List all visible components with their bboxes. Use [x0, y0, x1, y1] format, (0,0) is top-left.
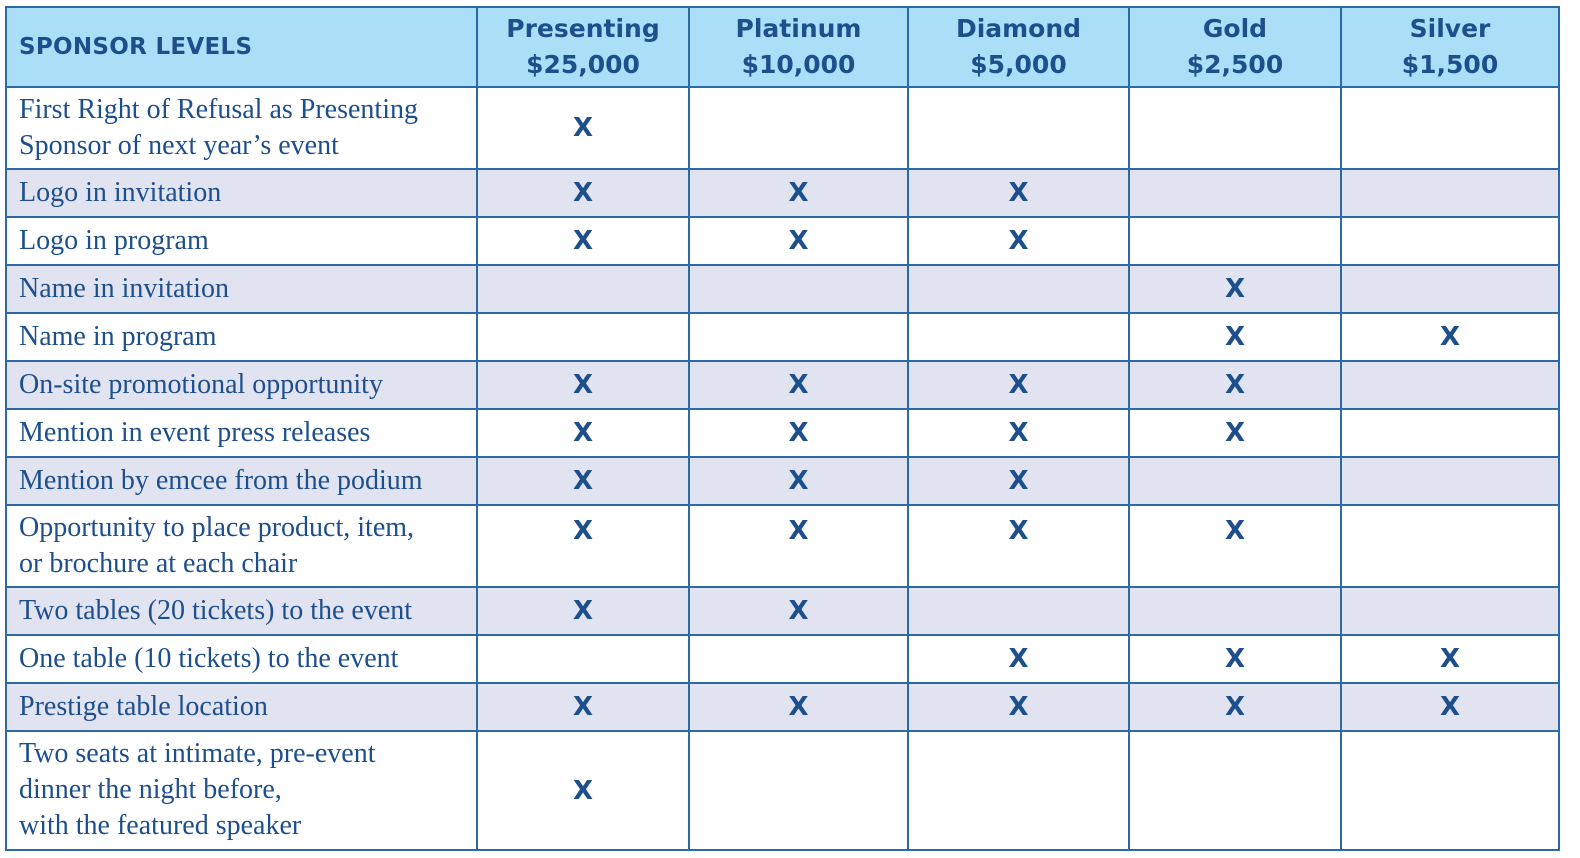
- benefit-cell-platinum: [689, 265, 908, 313]
- benefit-cell-platinum: [689, 87, 908, 169]
- benefit-cell-platinum: [689, 683, 908, 731]
- included-mark: X: [572, 113, 594, 143]
- included-mark: X: [572, 775, 594, 806]
- column-header-diamond: [908, 7, 1129, 87]
- benefit-cell-gold: [1129, 217, 1341, 265]
- column-price: $25,000: [526, 50, 640, 79]
- included-mark: X: [572, 596, 594, 626]
- benefit-cell-presenting: [477, 635, 689, 683]
- benefit-label: [6, 313, 477, 361]
- included-mark: X: [1008, 226, 1029, 256]
- benefit-cell-platinum: [689, 457, 908, 505]
- column-price: $2,500: [1186, 50, 1284, 79]
- benefit-cell-diamond: [908, 731, 1129, 850]
- benefit-label: [6, 457, 477, 505]
- benefit-label-line: Prestige table location: [19, 690, 268, 722]
- benefit-label: [6, 731, 477, 850]
- benefit-cell-diamond: [908, 361, 1129, 409]
- included-mark: X: [1439, 644, 1461, 674]
- included-mark: X: [788, 418, 809, 448]
- benefit-cell-platinum: [689, 217, 908, 265]
- benefit-cell-gold: [1129, 169, 1341, 217]
- benefit-label: [6, 505, 477, 587]
- included-mark: X: [1008, 466, 1029, 496]
- benefit-cell-platinum: [689, 169, 908, 217]
- table-row: [6, 265, 1559, 313]
- benefit-cell-silver: [1341, 505, 1559, 587]
- included-mark: X: [1008, 178, 1029, 208]
- benefit-cell-platinum: [689, 587, 908, 635]
- benefit-label: [6, 409, 477, 457]
- benefit-cell-gold: [1129, 731, 1341, 850]
- table-row: [6, 505, 1559, 587]
- benefit-cell-silver: [1341, 313, 1559, 361]
- benefit-label-line: First Right of Refusal as Presenting: [19, 93, 418, 125]
- table-row: [6, 457, 1559, 505]
- included-mark: X: [1224, 516, 1246, 546]
- benefit-cell-diamond: [908, 409, 1129, 457]
- benefit-label: [6, 217, 477, 265]
- sponsor-levels-table: [5, 6, 1560, 851]
- included-mark: X: [788, 178, 809, 208]
- included-mark: X: [1008, 644, 1029, 674]
- included-mark: X: [788, 370, 809, 400]
- benefit-cell-gold: [1129, 683, 1341, 731]
- benefit-label-line: Name in invitation: [19, 272, 229, 304]
- benefit-cell-platinum: [689, 361, 908, 409]
- column-header-silver: [1341, 7, 1559, 87]
- benefit-cell-diamond: [908, 635, 1129, 683]
- benefit-label: [6, 587, 477, 635]
- included-mark: X: [788, 466, 809, 496]
- table-row: [6, 313, 1559, 361]
- benefit-cell-silver: [1341, 587, 1559, 635]
- benefit-cell-diamond: [908, 87, 1129, 169]
- table-row: [6, 587, 1559, 635]
- included-mark: X: [1224, 692, 1246, 722]
- column-name: Diamond: [955, 14, 1082, 43]
- table-row: [6, 361, 1559, 409]
- benefit-cell-silver: [1341, 457, 1559, 505]
- benefit-cell-platinum: [689, 731, 908, 850]
- included-mark: X: [572, 370, 594, 400]
- table-row: [6, 409, 1559, 457]
- included-mark: X: [1224, 418, 1246, 448]
- benefit-label-line: Sponsor of next year’s event: [19, 129, 339, 161]
- benefit-cell-gold: [1129, 265, 1341, 313]
- included-mark: X: [1439, 692, 1461, 722]
- benefit-cell-silver: [1341, 683, 1559, 731]
- included-mark: X: [572, 692, 594, 722]
- benefit-cell-presenting: [477, 361, 689, 409]
- benefit-cell-silver: [1341, 87, 1559, 169]
- benefit-cell-platinum: [689, 409, 908, 457]
- included-mark: X: [1439, 322, 1461, 352]
- column-name: Platinum: [735, 14, 862, 43]
- included-mark: X: [788, 692, 809, 722]
- included-mark: X: [1008, 418, 1029, 448]
- benefit-cell-presenting: [477, 87, 689, 169]
- benefit-label-line: Logo in invitation: [19, 176, 222, 208]
- table-row: [6, 87, 1559, 169]
- benefit-cell-presenting: [477, 217, 689, 265]
- column-name: Silver: [1409, 14, 1491, 43]
- included-mark: X: [788, 226, 809, 256]
- included-mark: X: [1224, 370, 1246, 400]
- benefit-cell-gold: [1129, 457, 1341, 505]
- benefit-cell-diamond: [908, 169, 1129, 217]
- sponsor-levels-table-wrapper: [5, 6, 1558, 851]
- benefit-cell-diamond: [908, 505, 1129, 587]
- benefit-label: [6, 265, 477, 313]
- column-name: Presenting: [506, 14, 660, 43]
- column-header-presenting: [477, 7, 689, 87]
- included-mark: X: [572, 466, 594, 496]
- benefit-cell-silver: [1341, 265, 1559, 313]
- benefit-cell-presenting: [477, 457, 689, 505]
- sponsor-levels-heading: SPONSOR LEVELS: [6, 7, 477, 87]
- included-mark: X: [1224, 274, 1246, 304]
- benefit-cell-gold: [1129, 505, 1341, 587]
- included-mark: X: [1224, 322, 1246, 352]
- benefit-cell-platinum: [689, 313, 908, 361]
- benefit-label: [6, 87, 477, 169]
- benefit-cell-gold: [1129, 87, 1341, 169]
- benefit-cell-silver: [1341, 169, 1559, 217]
- table-row: [6, 169, 1559, 217]
- benefit-label-line: Mention in event press releases: [19, 416, 371, 448]
- benefit-cell-silver: [1341, 361, 1559, 409]
- table-row: [6, 217, 1559, 265]
- benefit-cell-presenting: [477, 505, 689, 587]
- included-mark: X: [788, 516, 809, 546]
- benefit-label-line: Opportunity to place product, item,: [19, 511, 415, 543]
- included-mark: X: [788, 596, 809, 626]
- benefit-label-line: Mention by emcee from the podium: [19, 464, 423, 496]
- benefit-cell-silver: [1341, 217, 1559, 265]
- benefit-cell-diamond: [908, 683, 1129, 731]
- benefit-cell-silver: [1341, 409, 1559, 457]
- benefit-cell-presenting: [477, 169, 689, 217]
- benefit-label-line: Logo in program: [19, 224, 209, 256]
- benefit-label-line: One table (10 tickets) to the event: [19, 642, 399, 674]
- column-header-gold: [1129, 7, 1341, 87]
- benefit-cell-presenting: [477, 683, 689, 731]
- table-row: [6, 635, 1559, 683]
- benefit-cell-presenting: [477, 313, 689, 361]
- benefit-label: [6, 635, 477, 683]
- benefit-label: [6, 361, 477, 409]
- table-row: [6, 683, 1559, 731]
- benefit-label-line: dinner the night before,: [19, 774, 282, 805]
- benefit-cell-silver: [1341, 635, 1559, 683]
- benefit-label-line: Two seats at intimate, pre-event: [19, 738, 376, 769]
- included-mark: X: [572, 516, 594, 546]
- benefit-label-line: or brochure at each chair: [19, 547, 298, 579]
- benefit-label-line: Name in program: [19, 320, 217, 352]
- benefit-cell-presenting: [477, 731, 689, 850]
- benefit-cell-presenting: [477, 587, 689, 635]
- benefit-cell-gold: [1129, 361, 1341, 409]
- column-name: Gold: [1202, 14, 1268, 43]
- benefit-cell-diamond: [908, 313, 1129, 361]
- benefit-cell-diamond: [908, 265, 1129, 313]
- included-mark: X: [572, 418, 594, 448]
- benefit-cell-gold: [1129, 587, 1341, 635]
- benefit-label-line: On-site promotional opportunity: [19, 368, 383, 400]
- benefit-cell-diamond: [908, 587, 1129, 635]
- benefit-cell-diamond: [908, 457, 1129, 505]
- benefit-cell-presenting: [477, 265, 689, 313]
- included-mark: X: [1008, 692, 1029, 722]
- included-mark: X: [1008, 516, 1029, 546]
- benefit-cell-presenting: [477, 409, 689, 457]
- included-mark: X: [1008, 370, 1029, 400]
- benefit-cell-platinum: [689, 505, 908, 587]
- benefit-label: [6, 683, 477, 731]
- column-header-platinum: [689, 7, 908, 87]
- benefit-label-line: with the featured speaker: [19, 810, 302, 841]
- table-row: [6, 731, 1559, 850]
- included-mark: X: [1224, 644, 1246, 674]
- header-row: [6, 7, 1559, 87]
- benefit-cell-gold: [1129, 313, 1341, 361]
- benefit-label: [6, 169, 477, 217]
- column-price: $10,000: [741, 50, 856, 79]
- benefit-label-line: Two tables (20 tickets) to the event: [19, 594, 413, 626]
- column-price: $1,500: [1401, 50, 1499, 79]
- benefit-cell-diamond: [908, 217, 1129, 265]
- included-mark: X: [572, 226, 594, 256]
- table-body: [6, 87, 1559, 850]
- benefit-cell-gold: [1129, 635, 1341, 683]
- benefit-cell-platinum: [689, 635, 908, 683]
- benefit-cell-gold: [1129, 409, 1341, 457]
- column-price: $5,000: [970, 50, 1067, 79]
- included-mark: X: [572, 178, 594, 208]
- benefit-cell-silver: [1341, 731, 1559, 850]
